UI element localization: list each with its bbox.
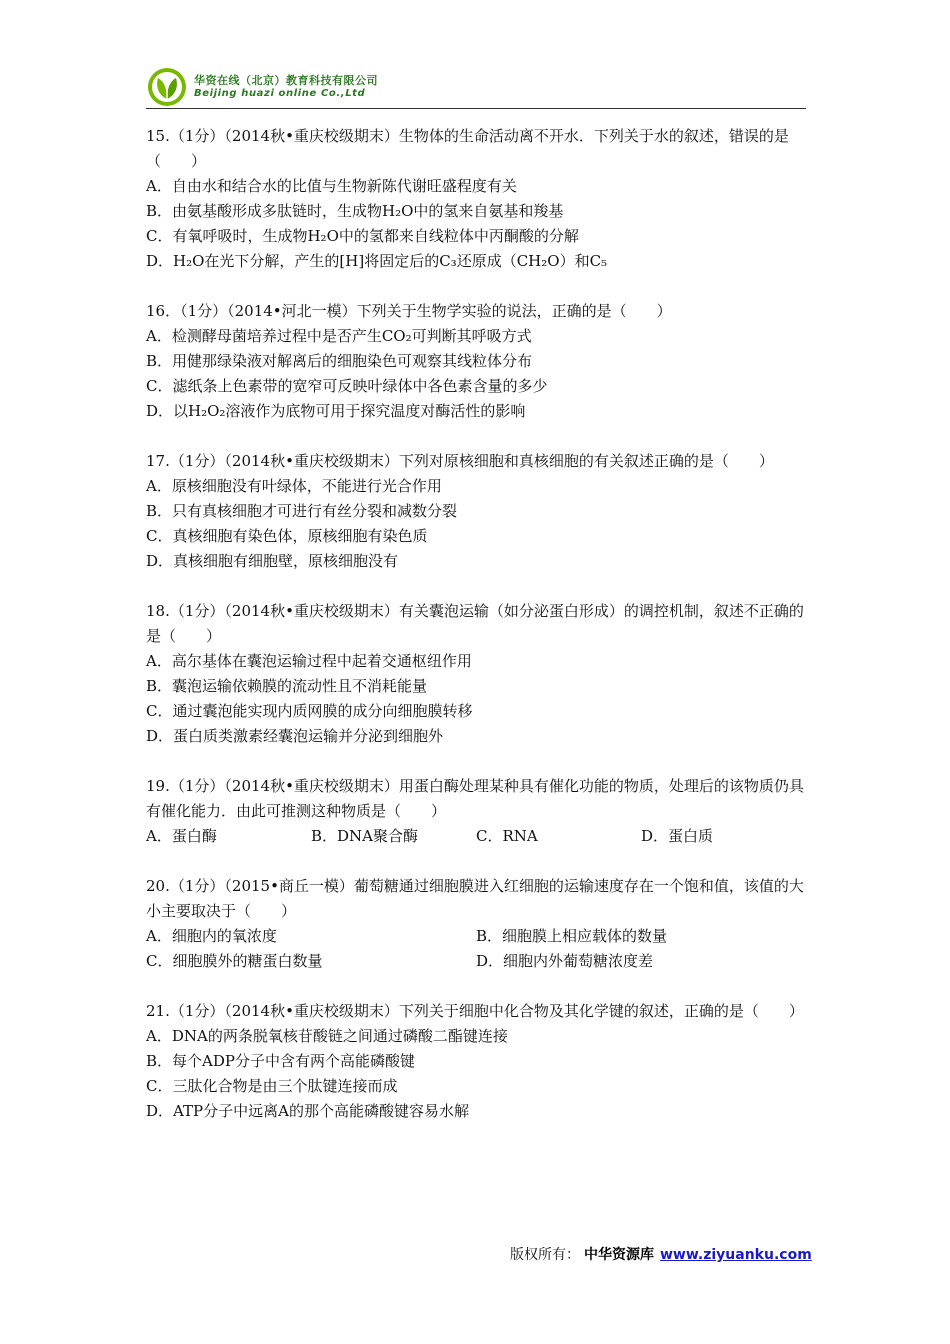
option-c: C．细胞膜外的糖蛋白数量 [146, 952, 323, 970]
option-d: D．ATP分子中远离A的那个高能磷酸键容易水解 [146, 1102, 469, 1120]
option-d: D．真核细胞有细胞壁，原核细胞没有 [146, 552, 399, 570]
question-stem: 18.（1分）（2014秋•重庆校级期末）有关囊泡运输（如分泌蛋白形成）的调控机制，叙述不正确的是（ ） [146, 602, 804, 645]
question-21 [146, 999, 808, 1124]
option-d: D．细胞内外葡萄糖浓度差 [476, 952, 654, 970]
option-c: C．真核细胞有染色体，原核细胞有染色质 [146, 527, 428, 545]
options-row [146, 949, 808, 974]
option-a: A．DNA的两条脱氧核苷酸链之间通过磷酸二酯键连接 [146, 1027, 508, 1045]
option-d: D．蛋白质 [641, 827, 714, 845]
question-stem: 19.（1分）（2014秋•重庆校级期末）用蛋白酶处理某种具有催化功能的物质，处理后的该物质仍具有催化能力．由此可推测这种物质是（ ） [146, 777, 804, 820]
option-b: B．囊泡运输依赖膜的流动性且不消耗能量 [146, 677, 428, 695]
option-a: A．细胞内的氧浓度 [146, 927, 277, 945]
option-c: C．有氧呼吸时，生成物H₂O中的氢都来自线粒体中丙酮酸的分解 [146, 227, 579, 245]
option-c: C．三肽化合物是由三个肽键连接而成 [146, 1077, 398, 1095]
option-a: A．蛋白酶 [146, 827, 217, 845]
site-name: 中华资源库 [584, 1247, 654, 1263]
option-d: D．以H₂O₂溶液作为底物可用于探究温度对酶活性的影响 [146, 402, 526, 420]
header-divider [146, 108, 806, 109]
option-b: B．DNA聚合酶 [311, 827, 419, 845]
question-17 [146, 449, 808, 574]
option-a: A．原核细胞没有叶绿体，不能进行光合作用 [146, 477, 442, 495]
option-b: B．用健那绿染液对解离后的细胞染色可观察其线粒体分布 [146, 352, 533, 370]
company-name-cn: 华资在线（北京）教育科技有限公司 [194, 74, 378, 87]
page-header [146, 66, 806, 110]
option-b: B．只有真核细胞才可进行有丝分裂和减数分裂 [146, 502, 458, 520]
company-logo-icon [146, 66, 188, 108]
option-b: B．细胞膜上相应载体的数量 [476, 927, 668, 945]
question-stem: 21.（1分）（2014秋•重庆校级期末）下列关于细胞中化合物及其化学键的叙述，正确的是（ ） [146, 1002, 804, 1020]
option-c: C．滤纸条上色素带的宽窄可反映叶绿体中各色素含量的多少 [146, 377, 548, 395]
question-stem: 15.（1分）（2014秋•重庆校级期末）生物体的生命活动离不开水．下列关于水的叙述，错误的是（ ） [146, 127, 789, 170]
question-20 [146, 874, 808, 974]
option-d: D．蛋白质类激素经囊泡运输并分泌到细胞外 [146, 727, 444, 745]
option-a: A．高尔基体在囊泡运输过程中起着交通枢纽作用 [146, 652, 472, 670]
question-list [146, 124, 808, 1149]
option-c: C．通过囊泡能实现内质网膜的成分向细胞膜转移 [146, 702, 473, 720]
company-name-en: Beijing huazi online Co.,Ltd [194, 88, 366, 99]
question-stem: 16．（1分）（2014•河北一模）下列关于生物学实验的说法，正确的是（ ） [146, 302, 672, 320]
option-c: C．RNA [476, 827, 538, 845]
option-b: B．由氨基酸形成多肽链时，生成物H₂O中的氢来自氨基和羧基 [146, 202, 564, 220]
option-a: A．检测酵母菌培养过程中是否产生CO₂可判断其呼吸方式 [146, 327, 532, 345]
question-15 [146, 124, 808, 274]
options-row [146, 824, 808, 849]
copyright-label: 版权所有： [510, 1247, 580, 1263]
options-row [146, 924, 808, 949]
page-footer [510, 1244, 812, 1264]
question-18 [146, 599, 808, 749]
option-b: B．每个ADP分子中含有两个高能磷酸键 [146, 1052, 415, 1070]
question-16 [146, 299, 808, 424]
question-stem: 17.（1分）（2014秋•重庆校级期末）下列对原核细胞和真核细胞的有关叙述正确的是（ ） [146, 452, 774, 470]
option-d: D．H₂O在光下分解，产生的[H]将固定后的C₃还原成（CH₂O）和C₅ [146, 252, 608, 270]
option-a: A．自由水和结合水的比值与生物新陈代谢旺盛程度有关 [146, 177, 517, 195]
question-stem: 20.（1分）（2015•商丘一模）葡萄糖通过细胞膜进入红细胞的运输速度存在一个饱和值，该值的大小主要取决于（ ） [146, 877, 804, 920]
site-url-link[interactable]: www.ziyuanku.com [660, 1247, 812, 1263]
question-19 [146, 774, 808, 849]
